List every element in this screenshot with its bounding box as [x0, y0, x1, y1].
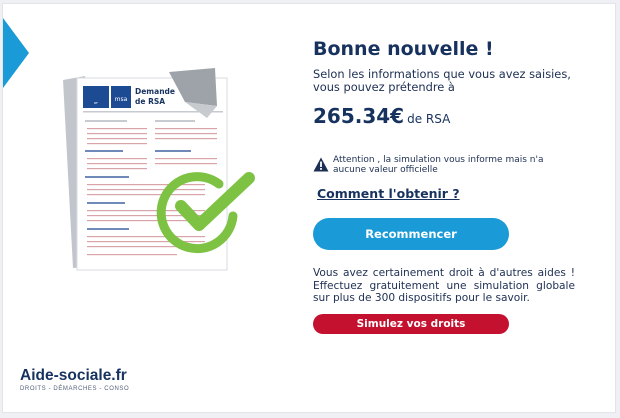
form-heading-line1: Demande — [135, 87, 175, 96]
amount-line — [313, 104, 450, 128]
rsa-form-illustration — [57, 66, 267, 281]
rsa-amount: 265.34€ — [313, 104, 405, 128]
warning-triangle-icon — [313, 157, 329, 172]
other-aids-text: Vous avez certainement droit à d'autres aides ! Effectuez gratuitement une simulation globale sur plus de 300 dispositifs pour le savoir. — [313, 267, 575, 304]
restart-button[interactable]: Recommencer — [313, 218, 509, 250]
form-heading-line2: de RSA — [135, 97, 166, 106]
warning-text: Attention , la simulation vous informe mais n'a aucune valeur officielle — [333, 155, 544, 175]
page-title: Bonne nouvelle ! — [313, 38, 494, 60]
corner-tab-decoration — [3, 18, 29, 88]
svg-text:msa: msa — [114, 96, 128, 103]
simulate-rights-button[interactable]: Simulez vos droits — [313, 314, 509, 334]
brand-name: Aide-sociale.fr — [20, 367, 127, 384]
brand-logo[interactable] — [20, 367, 129, 392]
svg-text:RF: RF — [94, 101, 98, 105]
how-to-obtain-link[interactable]: Comment l'obtenir ? — [317, 186, 460, 201]
result-card — [2, 3, 616, 413]
rsa-amount-suffix: de RSA — [407, 112, 451, 126]
result-intro: Selon les informations que vous avez saisies, vous pouvez prétendre à — [313, 67, 571, 94]
brand-tagline: DROITS - DÉMARCHES - CONSO — [20, 386, 130, 392]
